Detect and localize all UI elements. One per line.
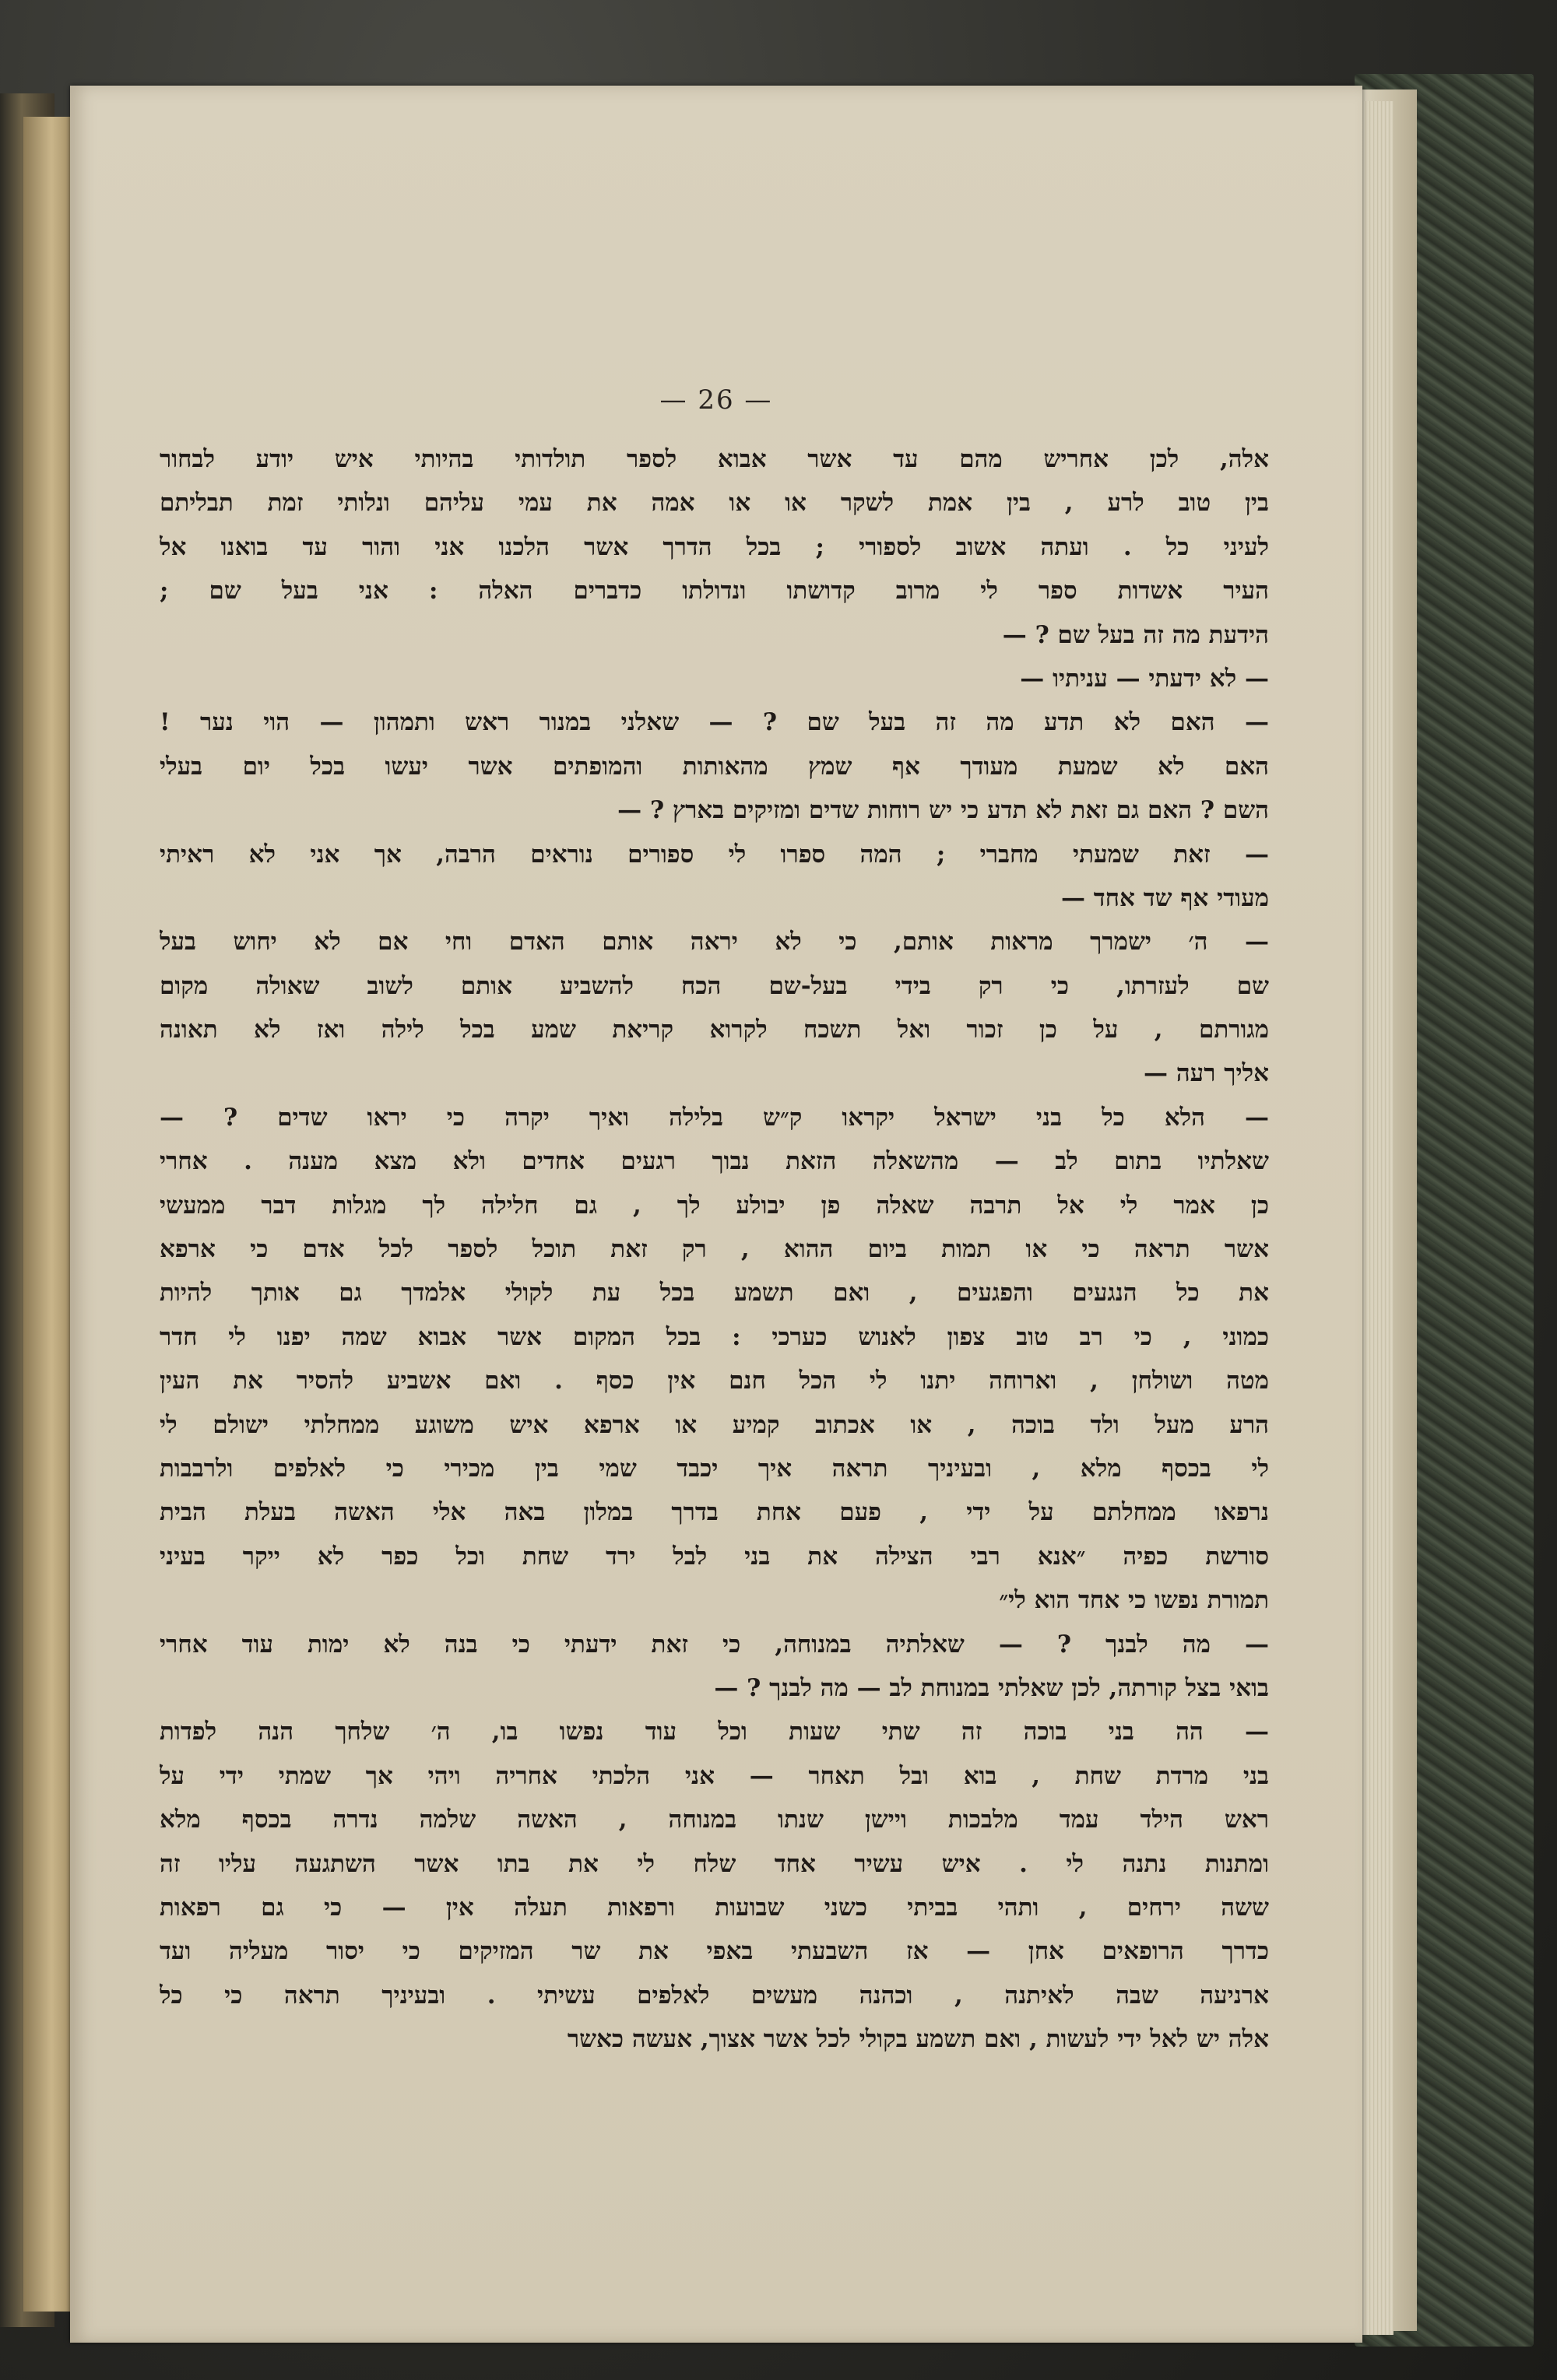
text-line: ארניעה שבה לאיתנה , וכהנה מעשים לאלפים עשיתי . ובעיניך תראה כי כל	[160, 1981, 1269, 2010]
left-page-edge	[23, 117, 70, 2312]
text-line: שאלתיו בתום לב — מהשאלה הזאת נבוך רגעים אחדים ולא מצא מענה . אחרי	[160, 1147, 1269, 1176]
text-line: את כל הנגעים והפגעים , ואם תשמע בכל עת לקולי אלמדך גם אותך להיות	[160, 1279, 1269, 1308]
text-line: כדרך הרופאים אחן — אז השבעתי באפי את שר המזיקים כי יסור מעליה ועד	[160, 1937, 1269, 1966]
text-line: נרפאו ממחלתם על ידי , פעם אחת בדרך במלון באה אלי האשה בעלת הבית	[160, 1498, 1269, 1527]
text-line: — האם לא תדע מה זה בעל שם ? — שאלני במנור ראש ותמהון — הוי נער !	[160, 708, 1269, 737]
text-line: — לא ידעתי — עניתיו —	[1020, 664, 1269, 693]
text-line: — ה׳ ישמרך מראות אותם, כי לא יראה אותם האדם וחי אם לא יחוש בעל	[160, 928, 1269, 957]
text-line: ומתנות נתנה לי . איש עשיר אחד שלח לי את בתו אשר השתגעה עליו זה	[160, 1849, 1269, 1878]
text-line: הידעת מה זה בעל שם ? —	[1002, 620, 1269, 649]
text-line: כן אמר לי אל תרבה שאלה פן יבולע לך , גם חלילה לך מגלות דבר ממעשי	[160, 1191, 1269, 1220]
text-line: — זאת שמעתי מחברי ; המה ספרו לי ספורים נוראים הרבה, אך אני לא ראיתי	[160, 840, 1269, 869]
text-line: אלה יש לאל ידי לעשות , ואם תשמע בקולי לכל אשר אצוך, אעשה כאשר	[567, 2025, 1269, 2054]
text-line: כמוני , כי רב טוב צפון לאנוש כערכי : בכל המקום אשר אבוא שמה יפנו לי חדר	[160, 1322, 1269, 1351]
text-line: אלה, לכן אחריש מהם עד אשר אבוא לספר תולדותי בהיותי איש יודע לבחור	[160, 445, 1269, 473]
text-line: השם ? האם גם זאת לא תדע כי יש רוחות שדים ומזיקים בארץ ? —	[617, 796, 1269, 825]
text-line: מעודי אף שד אחד —	[1060, 883, 1269, 912]
text-line: אשר תראה כי או תמות ביום ההוא , רק זאת תוכל לספר לכל אדם כי ארפא	[160, 1235, 1269, 1264]
text-line: לעיני כל . ועתה אשוב לספורי ; בכל הדרך אשר הלכנו אני והור עד בואנו אל	[160, 532, 1269, 561]
text-line: מטה ושולחן , וארוחה יתנו לי הכל חנם אין כסף . ואם אשביע להסיר את העין	[160, 1367, 1269, 1395]
text-line: ראש הילד עמד מלבכות ויישן שנתו במנוחה , האשה שלמה נדרה בכסף מלא	[160, 1806, 1269, 1834]
text-line: תמורת נפשו כי אחד הוא לי״	[999, 1586, 1269, 1615]
text-line: סורשת כפיה ״אנא רבי הצילה את בני לבל ירד שחת וכל כפר לא ייקר בעיני	[160, 1542, 1269, 1571]
text-line: בני מרדת שחת , בוא ובל תאחר — אני הלכתי אחריה ויהי אך שמתי ידי על	[160, 1761, 1269, 1790]
text-line: ששה ירחים , ותהי בביתי כשני שבועות ורפאות תעלה אין — כי גם רפאות	[160, 1893, 1269, 1922]
text-line: — מה לבנך ? — שאלתיה במנוחה, כי זאת ידעתי כי בנה לא ימות עוד אחרי	[160, 1630, 1269, 1659]
text-line: לי בכסף מלא , ובעיניך תראה איך יכבד שמי בין מכירי כי לאלפים ולרבבות	[160, 1454, 1269, 1483]
text-line: מגורתם , על כן זכור ואל תשכח לקרוא קריאת שמע בכל לילה ואז לא תאונה	[160, 1016, 1269, 1044]
book-page	[70, 86, 1362, 2343]
text-line: בואי בצל קורתה, לכן שאלתי במנוחת לב — מה לבנך ? —	[714, 1673, 1269, 1702]
text-line: האם לא שמעת מעודך אף שמץ מהאותות והמופתים אשר יעשו בכל יום בעלי	[160, 752, 1269, 781]
text-line: אליך רעה —	[1144, 1059, 1269, 1088]
text-line: בין טוב לרע , בין אמת לשקר או או אמה את עמי עליהם ונלותי זמת תבליתם	[160, 489, 1269, 518]
page-number: — 26 —	[659, 384, 773, 416]
text-line: העיר אשדות ספר לי מרוב קדושתו ונדולתו כדברים האלה : אני בעל שם ;	[160, 577, 1269, 606]
page-body-text	[160, 437, 1269, 2061]
text-line: הרע מעל ולד בוכה , או אכתוב קמיע או ארפא איש משוגע ממחלתי ישולם לי	[160, 1410, 1269, 1439]
text-line: שם לעזרתו, כי רק בידי בעל-שם הכח להשביע אותם לשוב שאולה מקום	[160, 971, 1269, 1000]
text-line: — הלא כל בני ישראל יקראו ק״ש בלילה ואיך יקרה כי יראו שדים ? —	[160, 1103, 1269, 1132]
text-line: — הה בני בוכה זה שתי שעות וכל עוד נפשו בו, ה׳ שלחך הנה לפדות	[160, 1718, 1269, 1746]
